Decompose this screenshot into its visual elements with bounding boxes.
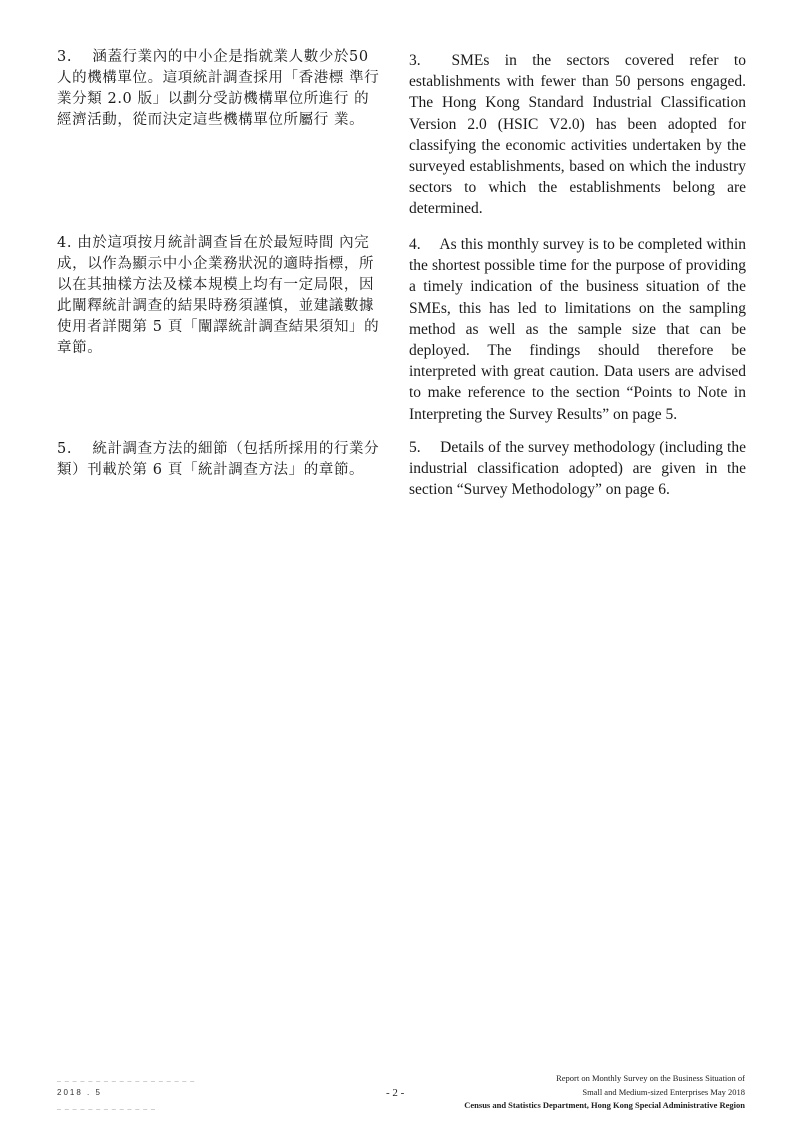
paragraph-3-english: 3. SMEs in the sectors covered refer to establishments with fewer than 50 persons engaged. The Hong Kong Standard Industrial Classification Version 2.0 (HSIC V2.0) has been adopted for classifying the economic activities undertaken by the surveyed establishments, based on which the industry sectors to which the establishments belong are determined. bbox=[409, 52, 746, 218]
paragraph-5-chinese: 5. 統計調查方法的細節（包括所採用的行業分類）刊載於第 6 頁「統計調查方法」的章節。 bbox=[57, 441, 380, 478]
report-title-line-2: Small and Medium-sized Enterprises May 2018 bbox=[582, 1086, 745, 1097]
paragraph-4-english: 4. As this monthly survey is to be completed within the shortest possible time for the purpose of providing a timely indication of the business situation of the SMEs, this has led to limitations on the sampling method as well as the sample size that can be deployed. The findings should therefore be interpreted with great caution. Data users are advised to make reference to the section “Points to Note in Interpreting the Survey Results” on page 5. bbox=[409, 236, 746, 423]
paragraph-3-chinese: 3. 涵蓋行業內的中小企是指就業人數少於50人的機構單位。這項統計調查採用「香港標 準行業分類 2.0 版」以劃分受訪機構單位所進行 的經濟活動，從而決定這些機構單位所屬行 業。 bbox=[57, 49, 380, 128]
footer-left-date: 2018 . 5 bbox=[57, 1088, 102, 1097]
page-number: - 2 - bbox=[386, 1087, 405, 1099]
footer-right-block bbox=[464, 1072, 745, 1113]
paragraph-4-chinese: 4. 由於這項按月統計調查旨在於最短時間 內完成，以作為顯示中小企業務狀況的適時指標，所以在其抽樣方法及樣本規模上均有一定局限，因此闡釋統計調查的結果時務須謹慎，並建議數據使用者詳閱第 5 頁「闡譯統計調查結果須知」的章節。 bbox=[57, 235, 380, 356]
report-title-line-1: Report on Monthly Survey on the Business Situation of bbox=[556, 1073, 745, 1083]
footer-left-block bbox=[57, 1072, 197, 1114]
organisation-name: Census and Statistics Department, Hong Kong Special Administrative Region bbox=[464, 1100, 745, 1110]
footer-left-rule-bottom: _ _ _ _ _ _ _ _ _ _ _ _ _ bbox=[57, 1103, 156, 1110]
paragraph-5-english: 5. Details of the survey methodology (including the industrial classification adopted) are given in the section “Survey Methodology” on page 6. bbox=[409, 439, 746, 499]
footer-left-rule-top: _ _ _ _ _ _ _ _ _ _ _ _ _ _ _ _ _ _ bbox=[57, 1075, 196, 1082]
